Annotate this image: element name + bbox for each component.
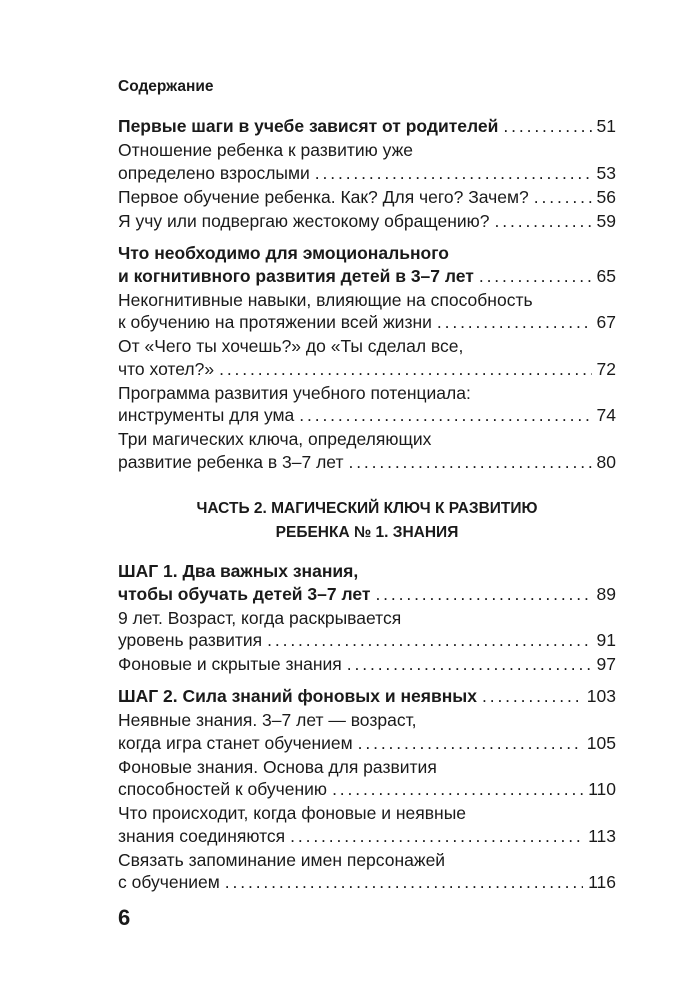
toc-entry-title: Что происходит, когда фоновые и неявные xyxy=(118,803,467,823)
toc-entry-title: Фоновые и скрытые знания xyxy=(118,654,342,674)
toc-entry-title: Три магических ключа, определяющих xyxy=(118,429,432,449)
toc-page-ref: 51 xyxy=(596,116,616,136)
toc-entry-line xyxy=(118,709,616,732)
toc-entry[interactable] xyxy=(118,802,616,847)
toc-entry-title: что хотел?» xyxy=(118,358,215,379)
dot-leader xyxy=(315,162,592,185)
toc-entry-title: ШАГ 1. Два важных знания, xyxy=(118,561,359,581)
toc-entry-line xyxy=(118,607,616,630)
toc-entry[interactable] xyxy=(118,139,616,184)
toc-page-ref: 59 xyxy=(596,210,616,231)
toc-page-ref: 53 xyxy=(596,162,616,183)
toc-entry-line xyxy=(118,428,616,451)
part-heading-line: РЕБЕНКА № 1. ЗНАНИЯ xyxy=(275,524,459,541)
toc-entry-line xyxy=(118,653,616,676)
toc-entry[interactable] xyxy=(118,607,616,652)
toc-entry-line xyxy=(118,265,616,288)
dot-leader xyxy=(348,451,591,474)
toc-entry-line xyxy=(118,335,616,358)
dot-leader xyxy=(534,186,592,209)
toc-page-ref: 116 xyxy=(588,872,616,892)
toc-entry-title: Первое обучение ребенка. Как? Для чего? Зачем? xyxy=(118,186,529,207)
toc-entry-title: Фоновые знания. Основа для развития xyxy=(118,756,437,777)
toc-entry-title: способностей к обучению xyxy=(118,779,328,799)
toc-entry-title: с обучением xyxy=(118,872,220,892)
dot-leader xyxy=(479,265,592,288)
dot-leader xyxy=(375,583,591,606)
toc-entry-line xyxy=(118,871,616,894)
dot-leader xyxy=(267,629,591,652)
dot-leader xyxy=(219,358,591,381)
toc-entry-line xyxy=(118,289,616,312)
toc-entry-line xyxy=(118,186,616,209)
dot-leader xyxy=(299,404,591,427)
toc-entry-line xyxy=(118,629,616,652)
dot-leader xyxy=(332,778,583,801)
dot-leader xyxy=(290,825,583,848)
toc-entry-title: и когнитивного развития детей в 3–7 лет xyxy=(118,265,474,286)
part-heading-line: ЧАСТЬ 2. МАГИЧЕСКИЙ КЛЮЧ К РАЗВИТИЮ xyxy=(196,500,538,517)
toc-entry-title: инструменты для ума xyxy=(118,405,295,425)
dot-leader xyxy=(495,210,592,233)
dot-leader xyxy=(358,732,582,755)
toc-entry[interactable] xyxy=(118,289,616,334)
toc-entry-line xyxy=(118,802,616,825)
toc-entry-line xyxy=(118,732,616,755)
toc-section xyxy=(118,115,616,234)
toc-entry-title: знания соединяются xyxy=(118,825,286,846)
toc-header: Содержание xyxy=(118,78,214,95)
toc-entry[interactable] xyxy=(118,756,616,801)
toc-entry[interactable] xyxy=(118,685,616,708)
toc-section xyxy=(118,685,616,895)
toc-entry-line xyxy=(118,825,616,848)
toc-page-ref: 103 xyxy=(586,686,616,706)
toc-entry-title: Я учу или подвергаю жестокому обращению? xyxy=(118,210,490,231)
toc-entry[interactable] xyxy=(118,186,616,209)
toc-page-ref: 110 xyxy=(588,779,616,799)
toc-entry-line xyxy=(118,756,616,779)
dot-leader xyxy=(482,685,582,708)
toc-entry-line xyxy=(118,451,616,474)
toc-entry-line xyxy=(118,849,616,872)
toc-entry-title: Отношение ребенка к развитию уже xyxy=(118,140,414,160)
toc-entry-line xyxy=(118,778,616,801)
toc-entry[interactable] xyxy=(118,428,616,473)
toc-entry-line xyxy=(118,685,616,708)
toc-entry-title: к обучению на протяжении всей жизни xyxy=(118,312,432,332)
toc-entry-line xyxy=(118,404,616,427)
toc-entry-title: чтобы обучать детей 3–7 лет xyxy=(118,583,371,604)
toc-entry-line xyxy=(118,560,616,583)
dot-leader xyxy=(347,653,592,676)
toc-entry-title: уровень развития xyxy=(118,630,263,650)
toc-page-ref: 97 xyxy=(596,654,616,674)
toc-entry-line xyxy=(118,210,616,233)
toc-page-ref: 80 xyxy=(596,451,616,472)
toc-entry-title: Связать запоминание имен персонажей xyxy=(118,849,446,870)
toc-entry-line xyxy=(118,311,616,334)
toc-section xyxy=(118,560,616,677)
toc-entry-title: когда игра станет обучением xyxy=(118,732,353,753)
toc-page-ref: 113 xyxy=(588,825,616,846)
toc-entry-line xyxy=(118,115,616,138)
toc-entry[interactable] xyxy=(118,709,616,754)
toc-entry-line xyxy=(118,242,616,265)
toc-entry[interactable] xyxy=(118,653,616,676)
toc-entry-line xyxy=(118,382,616,405)
toc-entry-title: Некогнитивные навыки, влияющие на способность xyxy=(118,289,533,310)
toc-entry[interactable] xyxy=(118,382,616,427)
toc-entry[interactable] xyxy=(118,335,616,380)
toc-entry-title: От «Чего ты хочешь?» до «Ты сделал все, xyxy=(118,336,464,356)
dot-leader xyxy=(225,871,583,894)
dot-leader xyxy=(437,311,592,334)
toc-entry-title: ШАГ 2. Сила знаний фоновых и неявных xyxy=(118,686,477,706)
toc-page-ref: 74 xyxy=(596,405,616,425)
toc-entry[interactable] xyxy=(118,115,616,138)
toc-page-ref: 56 xyxy=(596,186,616,207)
toc-page-ref: 67 xyxy=(596,312,616,332)
toc-entry-title: Программа развития учебного потенциала: xyxy=(118,382,471,403)
toc-entry-line xyxy=(118,139,616,162)
toc-entry-title: 9 лет. Возраст, когда раскрывается xyxy=(118,607,402,628)
toc-entry-title: Что необходимо для эмоционального xyxy=(118,243,449,263)
toc-entry-line xyxy=(118,358,616,381)
part-heading xyxy=(118,497,616,545)
toc-entry-line xyxy=(118,162,616,185)
toc-entry-title: развитие ребенка в 3–7 лет xyxy=(118,451,344,472)
toc-page-ref: 105 xyxy=(586,732,616,753)
toc-entry[interactable] xyxy=(118,849,616,894)
toc-page-ref: 91 xyxy=(596,630,616,650)
toc-page-ref: 72 xyxy=(596,358,616,379)
toc-entry-title: Первые шаги в учебе зависят от родителей xyxy=(118,116,499,136)
toc-section xyxy=(118,242,616,475)
toc-entry-title: определено взрослыми xyxy=(118,162,310,183)
toc-entry[interactable] xyxy=(118,242,616,287)
page-number: 6 xyxy=(118,905,131,930)
dot-leader xyxy=(503,115,591,138)
toc-entry-line xyxy=(118,583,616,606)
toc-entry[interactable] xyxy=(118,210,616,233)
toc-entry-title: Неявные знания. 3–7 лет — возраст, xyxy=(118,710,417,730)
toc-entry[interactable] xyxy=(118,560,616,605)
toc-page-ref: 89 xyxy=(596,583,616,604)
toc-page-ref: 65 xyxy=(596,265,616,286)
